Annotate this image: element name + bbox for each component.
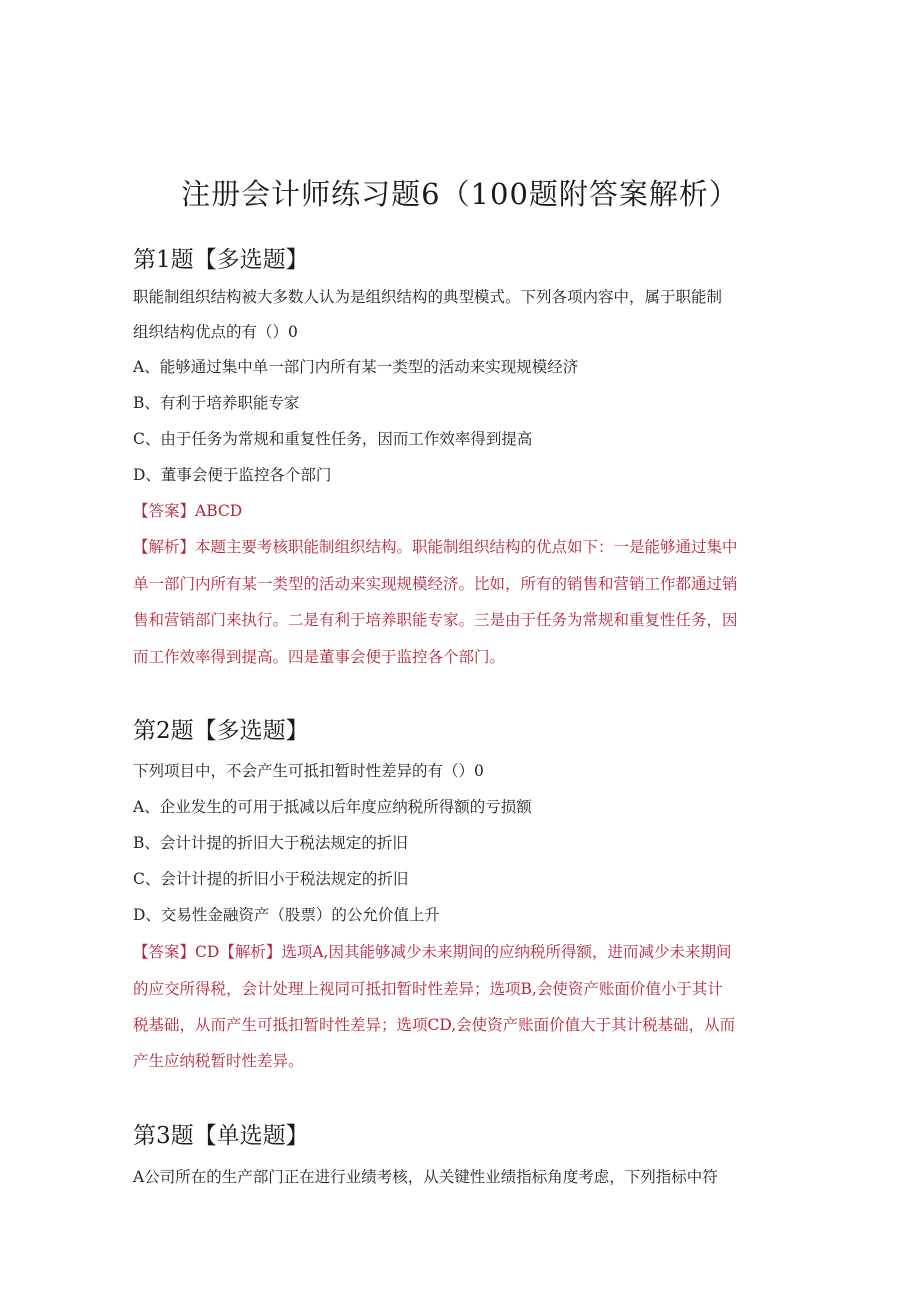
question-1-option-d: D、董事会便于监控各个部门 (133, 466, 332, 484)
analysis-text: 本题主要考核职能制组织结构。职能制组织结构的优点如下：一是能够通过集中 (195, 538, 738, 556)
answer-label: 【答案】 (133, 502, 196, 520)
question-1-option-b: B、有利于培养职能专家 (133, 394, 300, 412)
question-3-heading: 第3题【单选题】 (133, 1123, 309, 1149)
question-1-heading: 第1题【多选题】 (133, 247, 309, 273)
question-1-option-a: A、能够通过集中单一部门内所有某一类型的活动来实现规模经济 (133, 358, 579, 376)
question-1-analysis-line-1 (133, 535, 738, 557)
analysis-text: 选项A,因其能够减少未来期间的应纳税所得额，进而减少未来期间 (281, 943, 732, 961)
question-1-option-c: C、由于任务为常规和重复性任务，因而工作效率得到提高 (133, 430, 533, 448)
answer-label: 【答案】 (133, 943, 196, 961)
question-2-analysis-line-2: 的应交所得税，会计处理上视同可抵扣暂时性差异；选项B,会使资产账面价值小于其计 (133, 980, 723, 998)
answer-value: ABCD (195, 502, 243, 520)
analysis-label: 【解析】 (219, 943, 282, 961)
document-title: 注册会计师练习题6（100题附答案解析） (181, 177, 739, 211)
question-2-analysis-line-3: 税基础，从而产生可抵扣暂时性差异；选项CD,会使资产账面价值大于其计税基础，从而 (133, 1016, 736, 1034)
question-2-stem-line-1: 下列项目中，不会产生可抵扣暂时性差异的有（）0 (133, 762, 484, 780)
question-2-option-c: C、会计计提的折旧小于税法规定的折旧 (133, 870, 409, 888)
question-2-option-d: D、交易性金融资产（股票）的公允价值上升 (133, 906, 440, 924)
question-2-option-b: B、会计计提的折旧大于税法规定的折旧 (133, 834, 408, 852)
question-1-answer (133, 499, 242, 521)
answer-value: CD (195, 943, 220, 961)
question-1-stem-line-1: 职能制组织结构被大多数人认为是组织结构的典型模式。下列各项内容中，属于职能制 (133, 288, 723, 306)
question-1-analysis-line-3: 售和营销部门来执行。二是有利于培养职能专家。三是由于任务为常规和重复性任务，因 (133, 611, 738, 629)
question-1-analysis-line-2: 单一部门内所有某一类型的活动来实现规模经济。比如，所有的销售和营销工作都通过销 (133, 575, 738, 593)
question-2-answer-analysis-line-1 (133, 940, 731, 962)
question-1-analysis-line-4: 而工作效率得到提高。四是董事会便于监控各个部门。 (133, 648, 506, 666)
question-2-analysis-line-4: 产生应纳税暂时性差异。 (133, 1052, 304, 1070)
analysis-label: 【解析】 (133, 538, 196, 556)
question-2-option-a: A、企业发生的可用于抵减以后年度应纳税所得额的亏损额 (133, 798, 532, 816)
question-2-heading: 第2题【多选题】 (133, 718, 309, 744)
question-3-stem-line-1: A公司所在的生产部门正在进行业绩考核，从关键性业绩指标角度考虑，下列指标中符 (133, 1168, 718, 1186)
question-1-stem-line-2: 组织结构优点的有（）0 (133, 323, 298, 341)
